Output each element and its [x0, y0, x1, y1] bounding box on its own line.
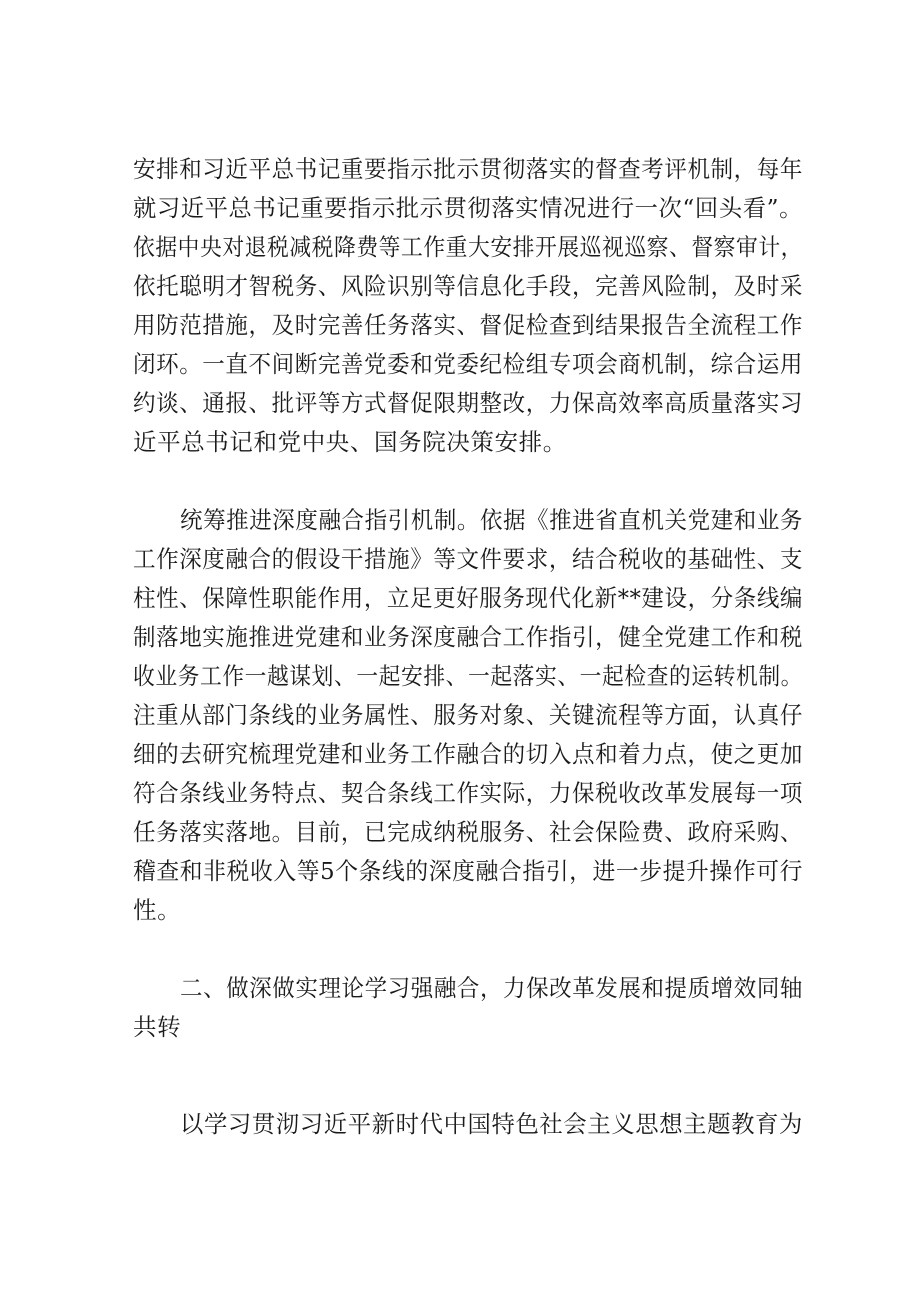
text-line: 依托聪明才智税务、风险识别等信息化手段，完善风险制，及时采: [133, 272, 803, 300]
text-line: 安排和习近平总书记重要指示批示贯彻落实的督查考评机制，每年: [133, 155, 803, 183]
paragraph-supervision-mechanism: [133, 150, 803, 462]
text-line: 闭环。一直不间断完善党委和党委纪检组专项会商机制，综合运用: [133, 350, 803, 378]
text-line: 细的去研究梳理党建和业务工作融合的切入点和着力点，使之更加: [133, 740, 803, 768]
text-line: 制落地实施推进党建和业务深度融合工作指引，健全党建工作和税: [133, 623, 803, 651]
text-line: 共转: [133, 1013, 182, 1041]
text-line: 稽查和非税收入等5个条线的深度融合指引，进一步提升操作可行: [133, 857, 803, 885]
text-line: 工作深度融合的假设干措施》等文件要求，结合税收的基础性、支: [133, 545, 803, 573]
text-line: 性。: [133, 896, 182, 924]
section-heading-two: [133, 969, 803, 1047]
text-line: 约谈、通报、批评等方式督促限期整改，力保高效率高质量落实习: [133, 389, 803, 417]
text-line: 任务落实落地。目前，已完成纳税服务、社会保险费、政府采购、: [133, 818, 803, 846]
paragraph-integration-guidance: [133, 501, 803, 930]
text-line: 依据中央对退税减税降费等工作重大安排开展巡视巡察、督察审计，: [133, 233, 803, 261]
text-line: 二、做深做实理论学习强融合，力保改革发展和提质增效同轴: [180, 974, 803, 1002]
text-line: 用防范措施，及时完善任务落实、督促检查到结果报告全流程工作: [133, 311, 803, 339]
text-line: 以学习贯沏习近平新时代中国特色社会主义思想主题教育为: [180, 1110, 803, 1138]
paragraph-theory-study: [133, 1105, 803, 1144]
text-line: 近平总书记和党中央、国务院决策安排。: [133, 428, 567, 456]
text-line: 注重从部门条线的业务属性、服务对象、关键流程等方面，认真仔: [133, 701, 803, 729]
text-line: 符合条线业务特点、契合条线工作实际，力保税收改革发展每一项: [133, 779, 803, 807]
text-line: 收业务工作一越谋划、一起安排、一起落实、一起检查的运转机制。: [133, 662, 803, 690]
text-line: 柱性、保障性职能作用，立足更好服务现代化新**建设，分条线编: [133, 584, 803, 612]
text-line: 就习近平总书记重要指示批示贯彻落实情况进行一次“回头看”。: [133, 194, 803, 222]
text-line: 统筹推进深度融合指引机制。依据《推进省直机关党建和业务: [180, 506, 803, 534]
